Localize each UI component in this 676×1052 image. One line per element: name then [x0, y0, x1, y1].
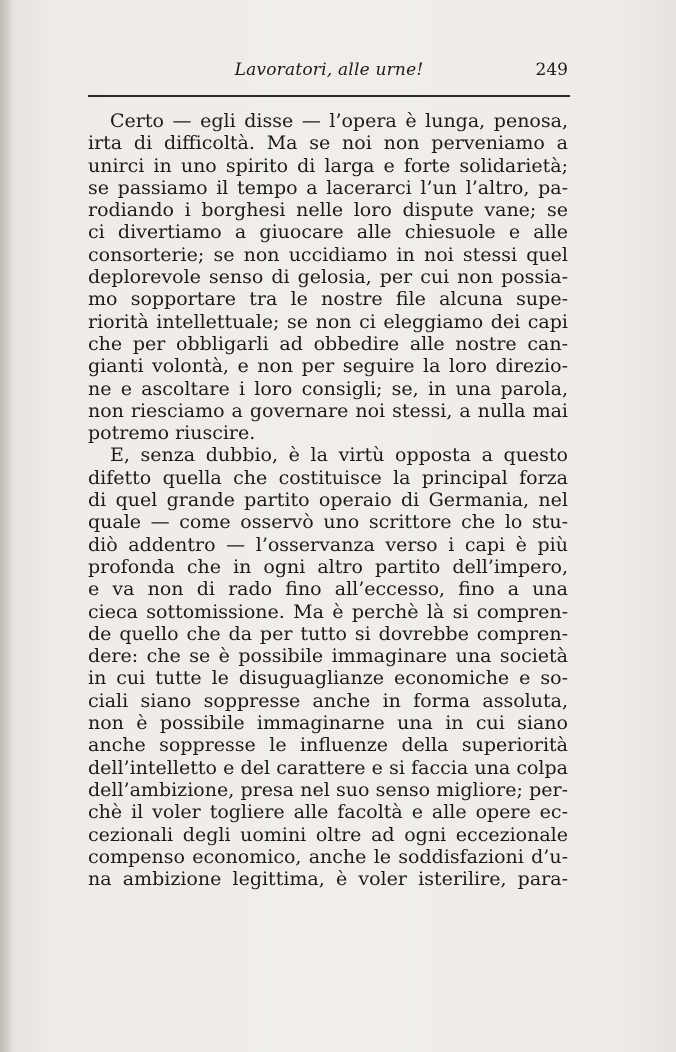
text-line: riorità intellettuale; se non ci eleggiamo dei capi: [88, 310, 568, 333]
text-line: rodiando i borghesi nelle loro dispute vane; se: [88, 199, 568, 222]
text-line: na ambizione legittima, è voler isterilire, para-: [88, 868, 568, 891]
text-line: irta di difficoltà. Ma se noi non perveniamo a: [88, 132, 568, 155]
text-line: Certo — egli disse — l’opera è lunga, penosa,: [110, 110, 568, 132]
text-line: in cui tutte le disuguaglianze economiche e so-: [88, 667, 568, 690]
text-line: mo sopportare tra le nostre file alcuna supe-: [88, 288, 568, 311]
running-head: [90, 60, 568, 88]
text-line: chè il voler togliere alle facoltà e alle opere ec-: [88, 801, 568, 824]
text-line: potremo riuscire.: [88, 422, 256, 445]
text-line: dell’intelletto e del carattere e si faccia una colpa: [88, 756, 568, 779]
body-text: [88, 110, 568, 890]
text-line: de quello che da per tutto si dovrebbe compren-: [88, 622, 568, 645]
text-line: cezionali degli uomini oltre ad ogni eccezionale: [88, 823, 568, 846]
text-line: consorterie; se non uccidiamo in noi stessi quel: [88, 243, 568, 266]
text-line: diò addentro — l’osservanza verso i capi è più: [88, 533, 568, 556]
gutter-shadow: [0, 0, 14, 1052]
header-rule: [88, 95, 570, 97]
text-line: unirci in uno spirito di larga e forte solidarietà;: [88, 154, 568, 177]
text-line: cieca sottomissione. Ma è perchè là si compren-: [88, 600, 568, 623]
text-line: dere: che se è possibile immaginare una società: [88, 645, 568, 668]
text-line: dell’ambizione, presa nel suo senso migliore; per-: [88, 778, 568, 801]
text-line: ne e ascoltare i loro consigli; se, in una parola,: [88, 377, 568, 400]
text-line: ciali siano soppresse anche in forma assoluta,: [88, 689, 568, 712]
page-number: 249: [535, 60, 568, 80]
text-line: deplorevole senso di gelosia, per cui non possia-: [88, 266, 568, 289]
text-line: compenso economico, anche le soddisfazioni d’u-: [88, 845, 568, 868]
text-line: che per obbligarli ad obbedire alle nostre can-: [88, 332, 568, 355]
text-line: ci divertiamo a giuocare alle chiesuole e alle: [88, 221, 568, 244]
running-title: Lavoratori, alle urne!: [234, 60, 424, 80]
text-line: profonda che in ogni altro partito dell’impero,: [88, 555, 568, 578]
text-line: non riesciamo a governare noi stessi, a nulla mai: [88, 399, 568, 422]
text-line: non è possibile immaginarne una in cui siano: [88, 712, 568, 735]
text-line: difetto quella che costituisce la principal forza: [88, 466, 568, 489]
text-line: di quel grande partito operaio di Germania, nel: [88, 489, 568, 512]
text-line: e va non di rado fino all’eccesso, fino a una: [88, 578, 568, 601]
text-line: gianti volontà, e non per seguire la loro direzio-: [88, 355, 568, 378]
text-line: E, senza dubbio, è la virtù opposta a questo: [110, 444, 568, 467]
text-line: se passiamo il tempo a lacerarci l’un l’altro, pa-: [88, 176, 568, 199]
text-line: quale — come osservò uno scrittore che lo stu-: [88, 511, 568, 534]
text-line: anche soppresse le influenze della superiorità: [88, 734, 568, 757]
